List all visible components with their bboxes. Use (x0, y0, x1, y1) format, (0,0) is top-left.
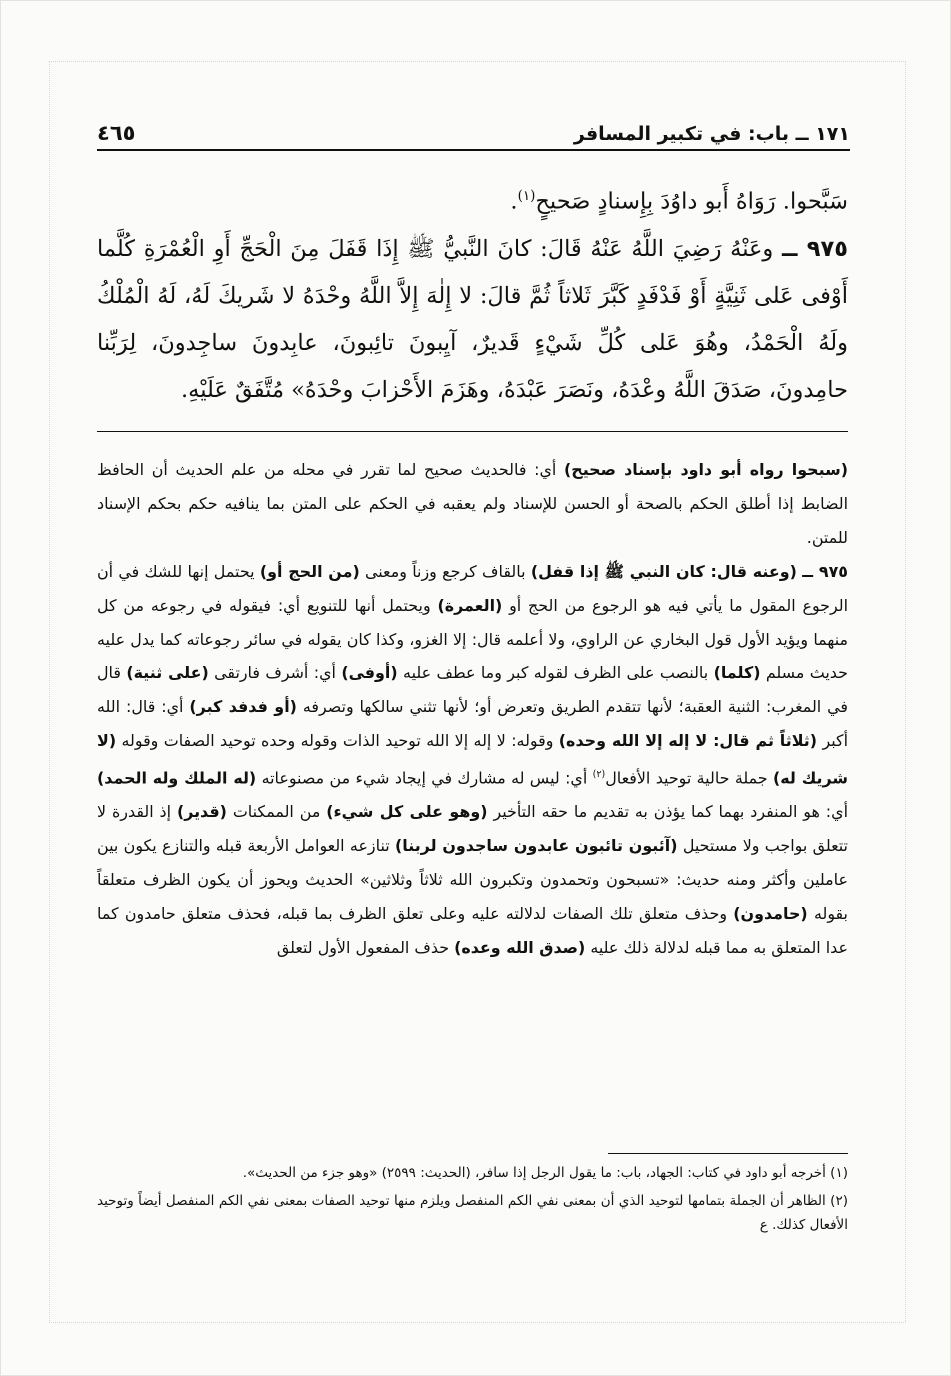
commentary-number: ٩٧٥ ــ (802, 561, 848, 581)
commentary-paragraph-1: (سبحوا رواه أبو داود بإسناد صحيح) أي: فالحديث صحيح لما تقرر في محله من علم الحديث أن الحافظ الضابط إذا أطلق الحكم بالصحة أو الحسن للإسناد ولم يعقبه في الحكم على المتن بما ينافيه حكم بحكم الإسناد للمتن. (97, 460, 848, 547)
text-commentary-divider (97, 431, 848, 432)
commentary-paragraph-2: ٩٧٥ ــ (وعنه قال: كان النبي ﷺ إذا قفل) بالقاف كرجع وزناً ومعنى (من الحج أو) يحتمل إنها للشك في أن الرجوع المقول ما يأتي فيه هو الرجوع من الحج أو (العمرة) ويحتمل أنها للتنويع أي: فيقوله في رجوعه من كل منهما ويؤيد الأول قول البخاري عن الراوي، ولا أعلمه قال: إلا الغزو، وكذا كان يقوله في سائر رجوعاته كما يدل عليه حديث مسلم (كلما) بالنصب على الظرف لقوله كبر وما عطف عليه (أوفى) أي: أشرف فارتقى (على ثنية) قال في المغرب: الثنية العقبة؛ لأنها تتقدم الطريق وتعرض أو؛ لأنها تثني سالكها وتصرفه (أو فدفد كبر) أي: قال: الله أكبر (ثلاثاً ثم قال: لا إله إلا الله وحده) وقوله: لا إله إلا الله توحيد الذات وقوله وحده توحيد الصفات وقوله (لا شريك له) جملة حالية توحيد الأفعال$^{(٢)}$ أي: ليس له مشارك في إيجاد شيء من مصنوعاته (له الملك وله الحمد) أي: هو المنفرد بهما كما يؤذن به تقديم ما حقه التأخير (وهو على كل شيء) من الممكنات (قدير) إذ القدرة لا تتعلق بواجب ولا مستحيل (آئبون تائبون عابدون ساجدون لربنا) تنازعه العوامل الأربعة قبله والتنازع يكون بين عاملين وأكثر ومنه حديث: «تسبحون وتحمدون وتكبرون الله ثلاثاً وثلاثين» الحديث ويحوز أن يكون الظرف متعلقاً بقوله (حامدون) وحذف متعلق تلك الصفات لدلالته عليه وعلى تعلق الظرف بما قبله، فحذف متعلق حامدون كما عدا المتعلق به مما قبله لدلالة ذلك عليه (صدق الله وعده) حذف المفعول الأول لتعلق (97, 561, 849, 957)
page-number: ٤٦٥ (97, 121, 136, 145)
header-divider (97, 149, 850, 151)
commentary-block (97, 453, 848, 965)
footnotes (97, 1161, 848, 1241)
hadith-text-block (97, 173, 848, 414)
footnote-1: (١) أخرجه أبو داود في كتاب: الجهاد، باب: ما يقول الرجل إذا سافر، (الحديث: ٢٥٩٩) «وهو جزء من الحديث». (242, 1165, 848, 1181)
hadith-body: وعَنْهُ رَضِيَ اللَّهُ عَنْهُ قَالَ: كانَ النَّبيُّ ﷺ إِذَا قَفَلَ مِنَ الْحَجِّ أَوِ الْعُمْرَةِ كُلَّما أَوْفى عَلى ثَنِيَّةٍ أَوْ فَدْفَدٍ كَبَّرَ ثَلاثاً ثُمَّ قالَ: لا إِلٰهَ إِلاَّ اللَّهُ وحْدَهُ لا شَريكَ لَهُ، لَهُ الْمُلْكُ ولَهُ الْحَمْدُ، وهُوَ عَلى كُلِّ شَيْءٍ قَديرٌ، آيِبونَ تائِبونَ، عابِدونَ ساجِدونَ، لِرَبِّنا حامِدونَ، صَدَقَ اللَّهُ وعْدَهُ، ونَصَرَ عَبْدَهُ، وهَزَمَ الأَحْزابَ وحْدَهُ» مُتَّفَقٌ عَلَيْهِ. (97, 235, 848, 403)
running-title: ١٧١ ــ باب: في تكبير المسافر (573, 123, 850, 145)
footnote-divider (608, 1153, 848, 1154)
footnote-ref-1: (١) (517, 188, 536, 204)
hadith-continuation: سَبَّحوا. رَوَاهُ أَبو داوُدَ بِإِسنادٍ صَحيحٍ$^{(١)}$. (510, 188, 848, 215)
footnote-ref-2: (٢) (592, 769, 606, 781)
footnote-2: (٢) الظاهر أن الجملة بتمامها لتوحيد الذي أن بمعنى نفي الكم المنفصل ويلزم منها توحيد الصفات بمعنى نفي الكم المنفصل أيضاً وتوحيد الأفعال كذلك. ع (97, 1193, 848, 1233)
page-header (97, 101, 850, 145)
hadith-number: ٩٧٥ ــ (782, 235, 848, 262)
hadith-975 (97, 226, 848, 414)
